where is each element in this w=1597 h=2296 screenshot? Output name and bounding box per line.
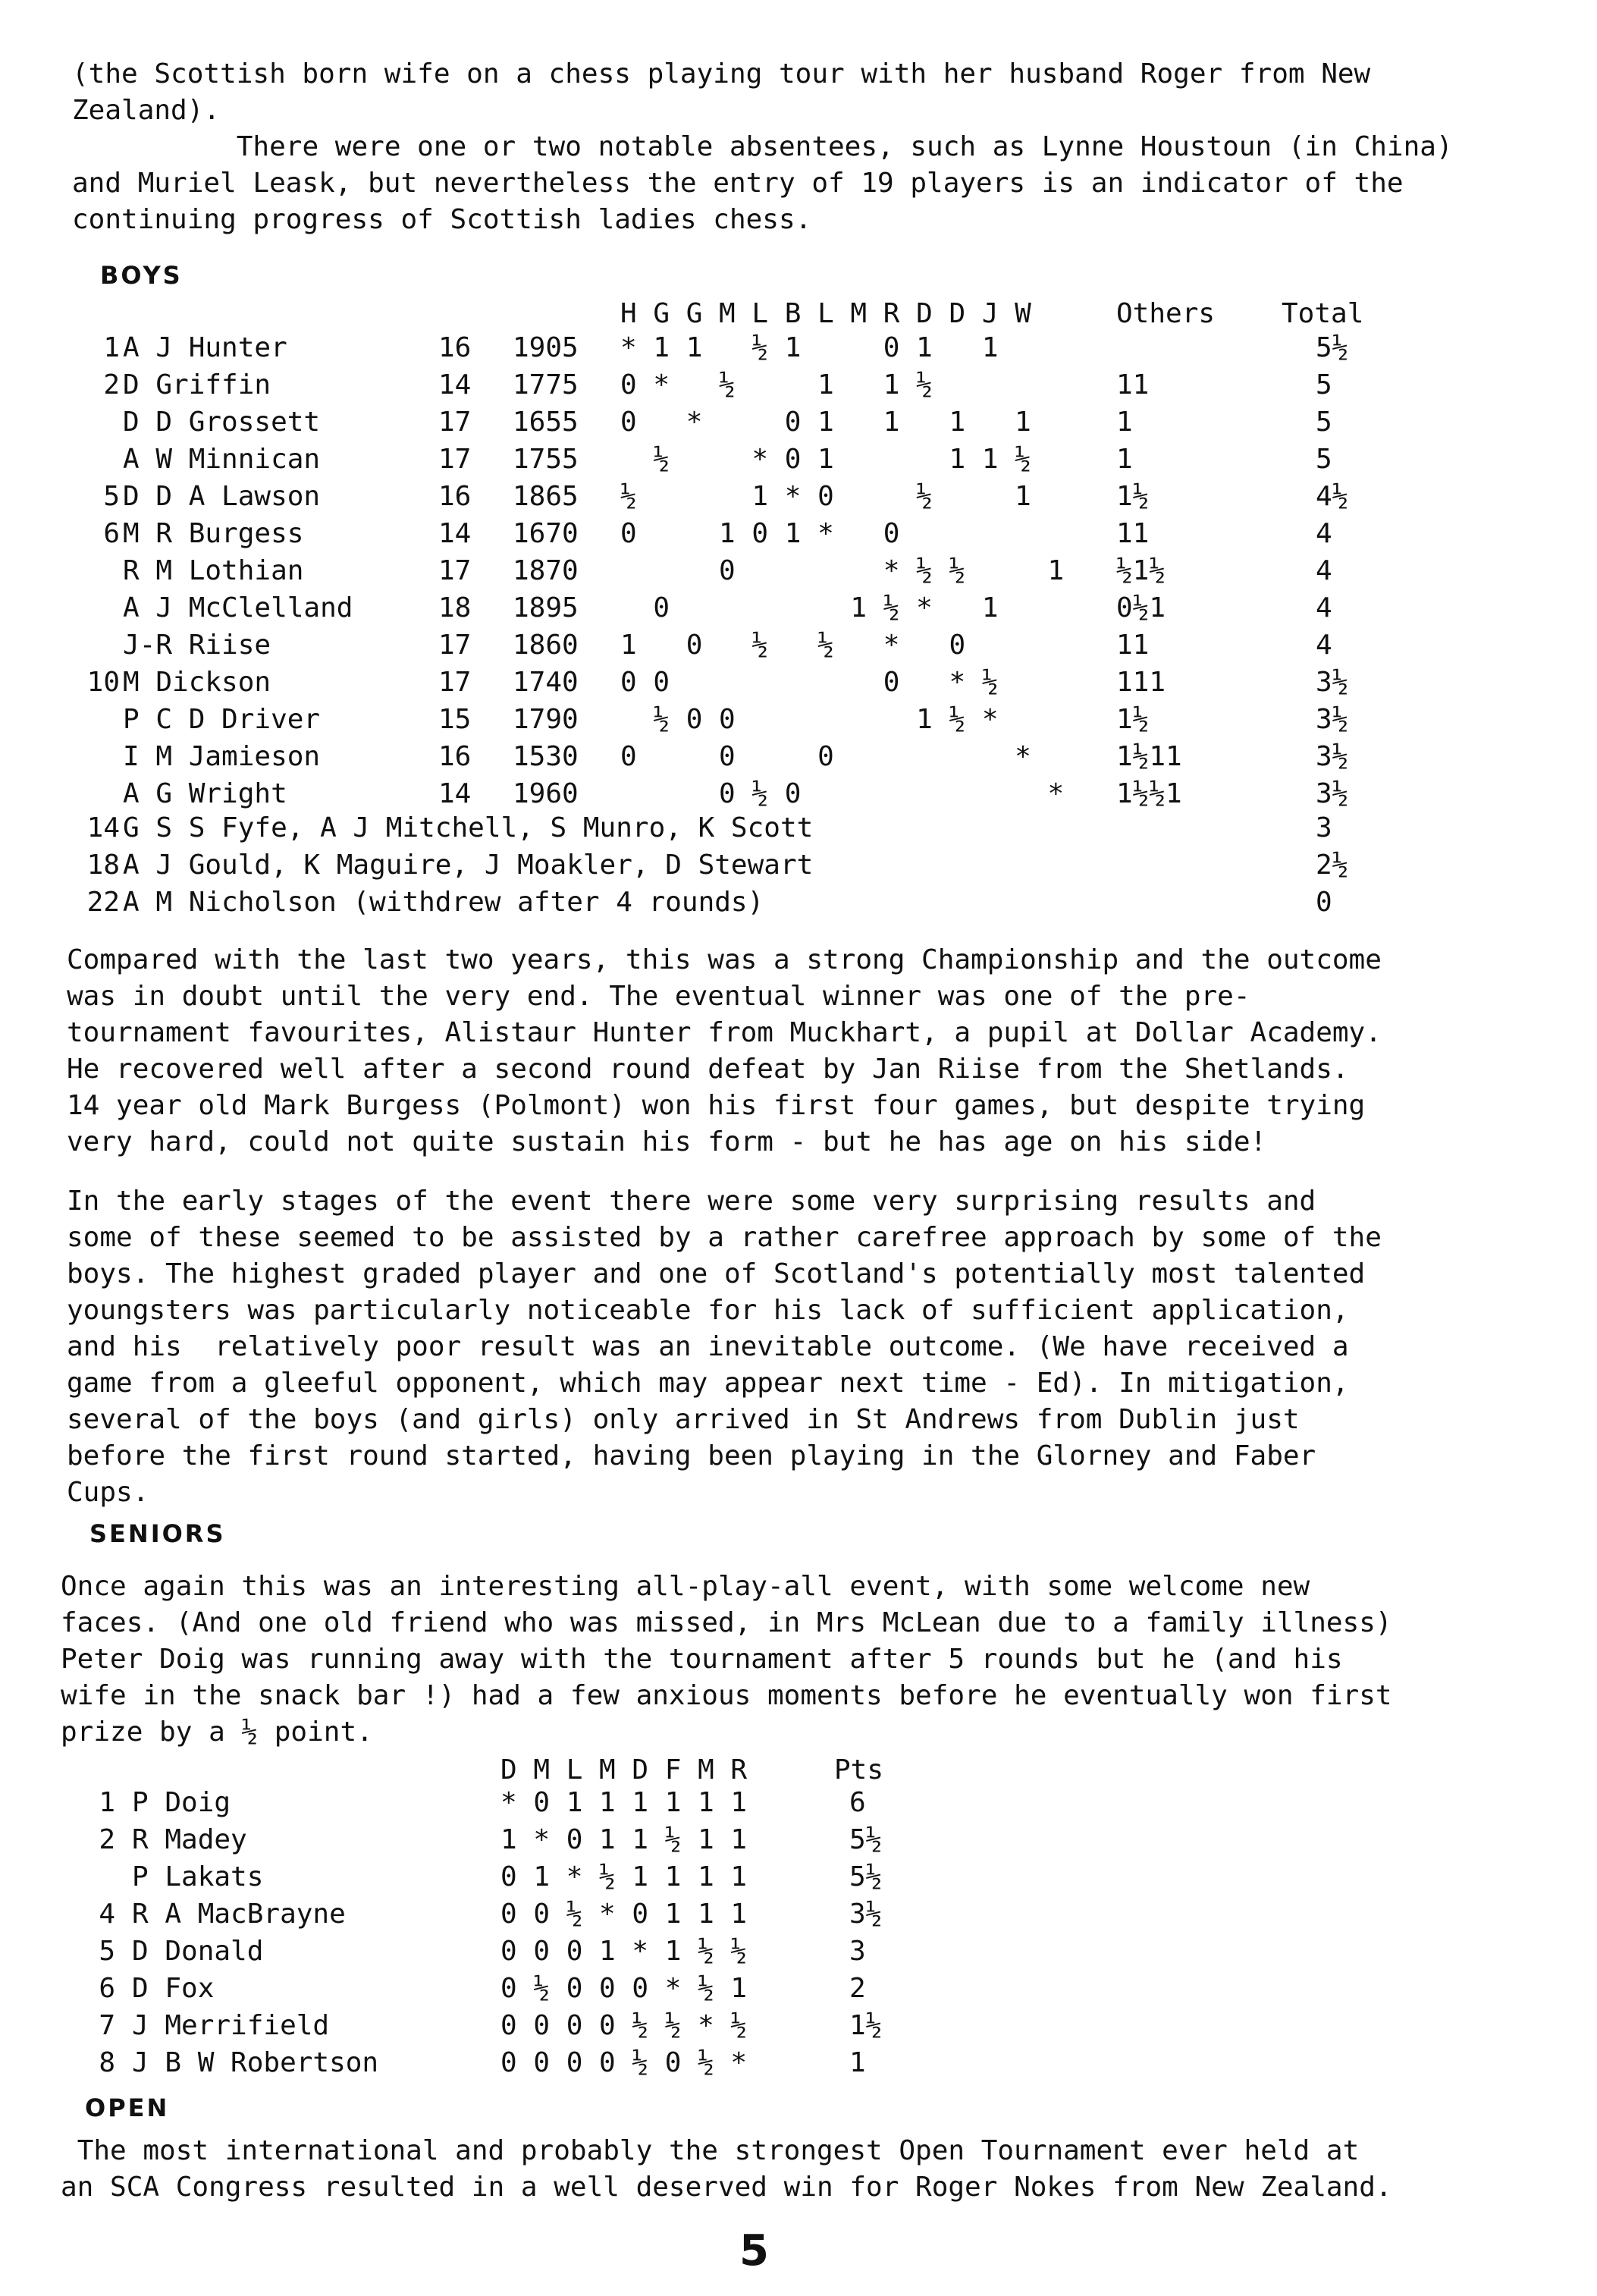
- boys-table-row: [0, 330, 1597, 366]
- player-age: 17: [438, 407, 472, 438]
- boys-table-row: [0, 776, 1597, 812]
- seniors-table-row: [0, 1971, 1597, 2007]
- player-age: 14: [438, 778, 472, 809]
- boys-table-row: [0, 702, 1597, 738]
- player-name: P C D Driver: [123, 704, 321, 735]
- player-results: 0 0 0 * ½: [620, 667, 999, 698]
- player-others: 1: [1116, 444, 1133, 475]
- player-age: 14: [438, 369, 472, 400]
- player-grade: 1755: [513, 444, 579, 475]
- player-others: 111: [1116, 667, 1166, 698]
- seniors-table-row: [0, 2045, 1597, 2081]
- player-pts: 3: [849, 1936, 866, 1967]
- player-pts: 5½: [849, 1824, 883, 1855]
- player-name: A J McClelland: [123, 592, 353, 623]
- player-name: D D Grossett: [123, 407, 321, 438]
- player-name: A G Wright: [123, 778, 287, 809]
- player-names: G S S Fyfe, A J Mitchell, S Munro, K Scott: [123, 812, 814, 843]
- seniors-paragraph: Once again this was an interesting all-play-all event, with some welcome new faces. (And one old friend who was missed, in Mrs McLean due to a family illness) Peter Doig was running away with the tournament after 5 rounds but he (and his wife in the snack bar !) had a few anxious moments before he eventually won first prize by a ½ point.: [61, 1571, 1392, 1748]
- player-name: P Lakats: [132, 1861, 264, 1892]
- player-results: 0 0 0 0 ½ ½ * ½: [500, 2010, 748, 2041]
- player-pts: 5½: [849, 1861, 883, 1892]
- player-total: 4: [1316, 630, 1332, 661]
- player-grade: 1865: [513, 481, 579, 512]
- player-others: 11: [1116, 518, 1150, 549]
- boys-table-row: [0, 739, 1597, 775]
- player-place: 7: [99, 2010, 115, 2041]
- boys-heading: BOYS: [100, 261, 183, 290]
- player-grade: 1655: [513, 407, 579, 438]
- player-total: 4: [1316, 592, 1332, 623]
- player-place: 6: [103, 518, 120, 549]
- player-age: 16: [438, 481, 472, 512]
- player-name: D D A Lawson: [123, 481, 321, 512]
- player-names: A J Gould, K Maguire, J Moakler, D Stewart: [123, 850, 814, 881]
- player-others: 0½1: [1116, 592, 1166, 623]
- boys-opponents-header: H G G M L B L M R D D J W: [620, 298, 1031, 329]
- boys-table-row: [0, 516, 1597, 552]
- player-name: D Griffin: [123, 369, 271, 400]
- player-place: 5: [103, 481, 120, 512]
- boys-tail-row: [0, 884, 1597, 921]
- boys-report-paragraph-1: Compared with the last two years, this was a strong Championship and the outcome was in doubt until the very end. The eventual winner was one of the pre- tournament favourites, Alistaur Hunter from Muckhart, a pupil at Dollar Academy. He recovered well after a second round defeat by Jan Riise from the Shetlands. 14 year old Mark Burgess (Polmont) won his first four games, but despite trying very hard, could not quite sustain his form - but he has age on his side!: [67, 944, 1382, 1157]
- player-results: 0 ½ 0 *: [620, 778, 1065, 809]
- open-heading: OPEN: [85, 2093, 170, 2122]
- seniors-table-row: [0, 1822, 1597, 1858]
- player-total: 3½: [1316, 704, 1349, 735]
- boys-table-header: [0, 296, 1597, 332]
- boys-table-row: [0, 441, 1597, 478]
- seniors-heading: SENIORS: [89, 1519, 226, 1548]
- player-age: 17: [438, 667, 472, 698]
- player-name: R M Lothian: [123, 555, 304, 586]
- seniors-table-row: [0, 1785, 1597, 1821]
- seniors-table-row: [0, 1933, 1597, 1970]
- player-grade: 1530: [513, 741, 579, 772]
- player-others: 1: [1116, 407, 1133, 438]
- player-total: 4½: [1316, 481, 1349, 512]
- player-results: 0 ½ 0 0 0 * ½ 1: [500, 1973, 748, 2004]
- player-results: 0 1 0 1 * 0: [620, 518, 900, 549]
- seniors-table-header: [0, 1752, 1597, 1789]
- player-place: 14: [86, 812, 120, 843]
- player-grade: 1775: [513, 369, 579, 400]
- player-pts: 2: [849, 1973, 866, 2004]
- player-results: 0 0 ½ * 0 1 1 1: [500, 1899, 748, 1930]
- player-age: 17: [438, 444, 472, 475]
- player-age: 17: [438, 555, 472, 586]
- boys-table-row: [0, 553, 1597, 589]
- seniors-table-row: [0, 1896, 1597, 1933]
- player-results: * 0 1 1 1 1 1 1: [500, 1787, 748, 1818]
- player-place: 2: [103, 369, 120, 400]
- player-age: 16: [438, 332, 472, 363]
- player-place: 1: [103, 332, 120, 363]
- player-others: 1½: [1116, 704, 1150, 735]
- player-results: ½ 0 0 1 ½ *: [620, 704, 999, 735]
- player-name: P Doig: [132, 1787, 231, 1818]
- player-results: ½ * 0 1 1 1 ½: [620, 444, 1031, 475]
- player-total: 3½: [1316, 667, 1349, 698]
- player-place: 6: [99, 1973, 115, 2004]
- player-results: 0 * ½ 1 1 ½: [620, 369, 933, 400]
- player-total: 0: [1316, 887, 1332, 918]
- player-grade: 1905: [513, 332, 579, 363]
- boys-tail-row: [0, 810, 1597, 846]
- player-place: 8: [99, 2047, 115, 2078]
- boys-table-row: [0, 627, 1597, 664]
- player-grade: 1860: [513, 630, 579, 661]
- player-others: 1½11: [1116, 741, 1182, 772]
- player-total: 3½: [1316, 778, 1349, 809]
- seniors-table-row: [0, 1859, 1597, 1896]
- player-pts: 1: [849, 2047, 866, 2078]
- player-name: J-R Riise: [123, 630, 271, 661]
- player-place: 22: [86, 887, 120, 918]
- player-name: R A MacBrayne: [132, 1899, 346, 1930]
- player-grade: 1740: [513, 667, 579, 698]
- player-place: 1: [99, 1787, 115, 1818]
- player-age: 16: [438, 741, 472, 772]
- intro-paragraph: (the Scottish born wife on a chess playing tour with her husband Roger from New Zealand). There were one or two notable absentees, such as Lynne Houstoun (in China) and Muriel Leask, but nevertheless the entry of 19 players is an indicator of the continuing progress of Scottish ladies chess.: [72, 58, 1453, 235]
- player-name: A J Hunter: [123, 332, 287, 363]
- player-grade: 1960: [513, 778, 579, 809]
- boys-table-row: [0, 367, 1597, 404]
- player-age: 17: [438, 630, 472, 661]
- player-age: 18: [438, 592, 472, 623]
- player-name: J B W Robertson: [132, 2047, 379, 2078]
- player-name: I M Jamieson: [123, 741, 321, 772]
- player-results: * 1 1 ½ 1 0 1 1: [620, 332, 999, 363]
- player-place: 2: [99, 1824, 115, 1855]
- player-others: 11: [1116, 369, 1150, 400]
- boys-total-header: Total: [1282, 298, 1364, 329]
- boys-others-header: Others: [1116, 298, 1216, 329]
- player-names: A M Nicholson (withdrew after 4 rounds): [123, 887, 764, 918]
- player-others: 1½: [1116, 481, 1150, 512]
- player-total: 5½: [1316, 332, 1349, 363]
- player-name: A W Minnican: [123, 444, 321, 475]
- player-place: 18: [86, 850, 120, 881]
- boys-table-row: [0, 404, 1597, 441]
- boys-report-paragraph-2: In the early stages of the event there were some very surprising results and some of these seemed to be assisted by a rather carefree approach by some of the boys. The highest graded player and one of Scotland's potentially most talented youngsters was particularly noticeable for his lack of sufficient application, and his relatively poor result was an inevitable outcome. (We have received a game from a gleeful opponent, which may appear next time - Ed). In mitigation, several of the boys (and girls) only arrived in St Andrews from Dublin just before the first round started, having been playing in the Glorney and Faber Cups.: [67, 1186, 1382, 1508]
- player-total: 4: [1316, 555, 1332, 586]
- player-results: 0 * ½ ½ 1: [620, 555, 1065, 586]
- player-results: 0 0 0 1 * 1 ½ ½: [500, 1936, 748, 1967]
- player-age: 14: [438, 518, 472, 549]
- player-total: 3½: [1316, 741, 1349, 772]
- player-results: 0 1 * ½ 1 1 1 1: [500, 1861, 748, 1892]
- player-results: 0 * 0 1 1 1 1: [620, 407, 1031, 438]
- player-name: R Madey: [132, 1824, 247, 1855]
- player-pts: 3½: [849, 1899, 883, 1930]
- boys-table-row: [0, 590, 1597, 627]
- seniors-table-row: [0, 2008, 1597, 2044]
- player-place: 10: [86, 667, 120, 698]
- boys-tail-row: [0, 847, 1597, 884]
- player-grade: 1790: [513, 704, 579, 735]
- player-age: 15: [438, 704, 472, 735]
- player-results: 1 * 0 1 1 ½ 1 1: [500, 1824, 748, 1855]
- player-results: 0 0 0 *: [620, 741, 1031, 772]
- player-name: M R Burgess: [123, 518, 304, 549]
- player-name: D Fox: [132, 1973, 215, 2004]
- seniors-opponents-header: D M L M D F M R: [500, 1754, 748, 1786]
- player-others: 1½½1: [1116, 778, 1182, 809]
- player-total: 5: [1316, 407, 1332, 438]
- player-others: ½1½: [1116, 555, 1166, 586]
- open-paragraph: The most international and probably the strongest Open Tournament ever held at an SCA Congress resulted in a well deserved win for Roger Nokes from New Zealand.: [61, 2135, 1392, 2203]
- boys-table-row: [0, 479, 1597, 515]
- player-name: J Merrifield: [132, 2010, 330, 2041]
- player-others: 11: [1116, 630, 1150, 661]
- player-grade: 1895: [513, 592, 579, 623]
- boys-table-row: [0, 664, 1597, 701]
- player-place: 5: [99, 1936, 115, 1967]
- player-total: 2½: [1316, 850, 1349, 881]
- player-total: 5: [1316, 444, 1332, 475]
- page-number: 5: [739, 2226, 769, 2276]
- seniors-pts-header: Pts: [834, 1754, 884, 1786]
- player-name: M Dickson: [123, 667, 271, 698]
- player-grade: 1870: [513, 555, 579, 586]
- player-pts: 1½: [849, 2010, 883, 2041]
- player-name: D Donald: [132, 1936, 264, 1967]
- player-total: 4: [1316, 518, 1332, 549]
- player-pts: 6: [849, 1787, 866, 1818]
- player-grade: 1670: [513, 518, 579, 549]
- player-total: 3: [1316, 812, 1332, 843]
- player-results: 1 0 ½ ½ * 0: [620, 630, 966, 661]
- player-results: 0 0 0 0 ½ 0 ½ *: [500, 2047, 748, 2078]
- player-total: 5: [1316, 369, 1332, 400]
- player-results: ½ 1 * 0 ½ 1: [620, 481, 1031, 512]
- player-results: 0 1 ½ * 1: [620, 592, 999, 623]
- player-place: 4: [99, 1899, 115, 1930]
